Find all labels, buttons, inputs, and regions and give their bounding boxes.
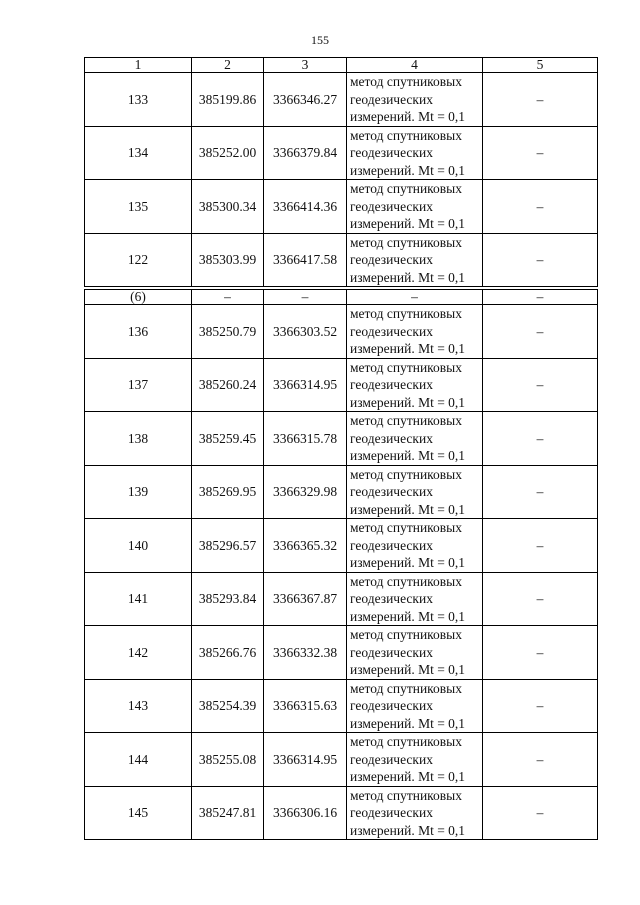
note: – xyxy=(483,126,598,180)
coord-y: 3366346.27 xyxy=(264,73,347,127)
table-row xyxy=(85,233,598,287)
point-id: 137 xyxy=(85,358,192,412)
point-id: 134 xyxy=(85,126,192,180)
coord-y: 3366414.36 xyxy=(264,180,347,234)
coord-y: 3366365.32 xyxy=(264,519,347,573)
point-id: 141 xyxy=(85,572,192,626)
method-description: метод спутниковых геодезических измерений. Mt = 0,1 xyxy=(347,126,483,180)
coord-y: – xyxy=(264,290,347,305)
table-row xyxy=(85,412,598,466)
note: – xyxy=(483,305,598,359)
method-description: метод спутниковых геодезических измерений. Mt = 0,1 xyxy=(347,358,483,412)
coord-x: 385296.57 xyxy=(192,519,264,573)
coord-x: – xyxy=(192,290,264,305)
method-description: метод спутниковых геодезических измерений. Mt = 0,1 xyxy=(347,233,483,287)
coord-x: 385255.08 xyxy=(192,733,264,787)
table-row xyxy=(85,519,598,573)
method-description: метод спутниковых геодезических измерений. Mt = 0,1 xyxy=(347,733,483,787)
coord-x: 385260.24 xyxy=(192,358,264,412)
note: – xyxy=(483,412,598,466)
table-row xyxy=(85,572,598,626)
method-description: метод спутниковых геодезических измерений. Mt = 0,1 xyxy=(347,73,483,127)
method-description: метод спутниковых геодезических измерений. Mt = 0,1 xyxy=(347,412,483,466)
table-row xyxy=(85,180,598,234)
point-id: 143 xyxy=(85,679,192,733)
note: – xyxy=(483,465,598,519)
coord-x: 385266.76 xyxy=(192,626,264,680)
header-cell-1: 1 xyxy=(85,58,192,73)
note: – xyxy=(483,73,598,127)
note: – xyxy=(483,786,598,840)
note: – xyxy=(483,519,598,573)
page-number: 155 xyxy=(311,33,329,47)
table-header-row xyxy=(85,58,598,73)
coord-y: 3366417.58 xyxy=(264,233,347,287)
coord-y: 3366303.52 xyxy=(264,305,347,359)
coord-x: 385300.34 xyxy=(192,180,264,234)
point-id: 133 xyxy=(85,73,192,127)
method-description: метод спутниковых геодезических измерений. Mt = 0,1 xyxy=(347,465,483,519)
header-cell-5: 5 xyxy=(483,58,598,73)
note: – xyxy=(483,233,598,287)
coord-y: 3366315.63 xyxy=(264,679,347,733)
point-id: 136 xyxy=(85,305,192,359)
coord-x: 385199.86 xyxy=(192,73,264,127)
coord-y: 3366306.16 xyxy=(264,786,347,840)
point-id: 135 xyxy=(85,180,192,234)
point-id: 145 xyxy=(85,786,192,840)
method-description: метод спутниковых геодезических измерений. Mt = 0,1 xyxy=(347,626,483,680)
method-description: метод спутниковых геодезических измерений. Mt = 0,1 xyxy=(347,679,483,733)
coord-y: 3366314.95 xyxy=(264,358,347,412)
note: – xyxy=(483,626,598,680)
point-id: 138 xyxy=(85,412,192,466)
coord-x: 385254.39 xyxy=(192,679,264,733)
coord-x: 385252.00 xyxy=(192,126,264,180)
coordinates-table xyxy=(84,57,598,840)
header-cell-4: 4 xyxy=(347,58,483,73)
coord-x: 385269.95 xyxy=(192,465,264,519)
method-description: – xyxy=(347,290,483,305)
table-row xyxy=(85,126,598,180)
coord-x: 385293.84 xyxy=(192,572,264,626)
method-description: метод спутниковых геодезических измерений. Mt = 0,1 xyxy=(347,519,483,573)
table-row xyxy=(85,465,598,519)
method-description: метод спутниковых геодезических измерений. Mt = 0,1 xyxy=(347,572,483,626)
note: – xyxy=(483,358,598,412)
note: – xyxy=(483,679,598,733)
table-row xyxy=(85,679,598,733)
table-row xyxy=(85,358,598,412)
point-id: 140 xyxy=(85,519,192,573)
coord-y: 3366315.78 xyxy=(264,412,347,466)
coord-y: 3366314.95 xyxy=(264,733,347,787)
header-cell-2: 2 xyxy=(192,58,264,73)
coord-x: 385247.81 xyxy=(192,786,264,840)
note: – xyxy=(483,572,598,626)
coord-y: 3366329.98 xyxy=(264,465,347,519)
method-description: метод спутниковых геодезических измерений. Mt = 0,1 xyxy=(347,180,483,234)
point-id: 144 xyxy=(85,733,192,787)
coord-x: 385259.45 xyxy=(192,412,264,466)
note: – xyxy=(483,290,598,305)
table-row xyxy=(85,305,598,359)
contour-separator-row xyxy=(85,290,598,305)
note: – xyxy=(483,733,598,787)
note: – xyxy=(483,180,598,234)
coord-x: 385303.99 xyxy=(192,233,264,287)
table-row xyxy=(85,626,598,680)
method-description: метод спутниковых геодезических измерений. Mt = 0,1 xyxy=(347,305,483,359)
contour-id: (6) xyxy=(85,290,192,305)
coord-y: 3366379.84 xyxy=(264,126,347,180)
table-row xyxy=(85,73,598,127)
point-id: 122 xyxy=(85,233,192,287)
header-cell-3: 3 xyxy=(264,58,347,73)
coord-y: 3366367.87 xyxy=(264,572,347,626)
coord-y: 3366332.38 xyxy=(264,626,347,680)
point-id: 142 xyxy=(85,626,192,680)
coord-x: 385250.79 xyxy=(192,305,264,359)
point-id: 139 xyxy=(85,465,192,519)
table-row xyxy=(85,786,598,840)
method-description: метод спутниковых геодезических измерений. Mt = 0,1 xyxy=(347,786,483,840)
table-row xyxy=(85,733,598,787)
